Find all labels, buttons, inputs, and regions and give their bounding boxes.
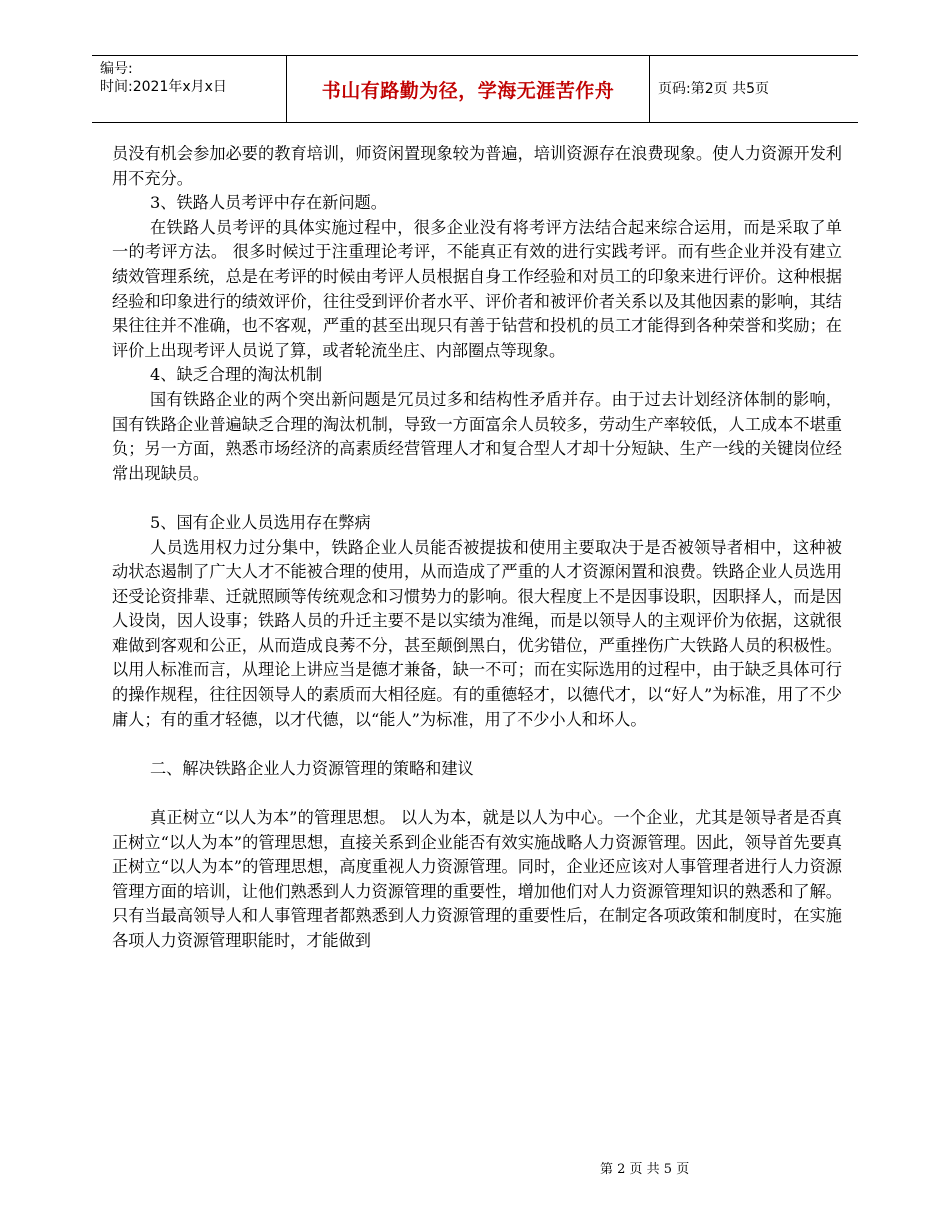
section-heading: 3、铁路人员考评中存在新问题。 — [150, 193, 387, 213]
document-time-label: 时间:2021年x月x日 — [100, 79, 227, 95]
paragraph: 人员选用权力过分集中，铁路企业人员能否被提拔和使用主要取决于是否被领导者相中，这种被动状态遏制了广大人才不能被合理的使用，从而造成了严重的人才资源闲置和浪费。铁路企业人员选用还受论资排辈、迁就照顾等传统观念和习惯势力的影响。很大程度上不是因事设职，因职择人，而是因人设岗，因人设事；铁路人员的升迁主要不是以实绩为准绳，而是以领导人的主观评价为依据，这就很难做到客观和公正，从而造成良莠不分，甚至颠倒黑白，优劣错位，严重挫伤广大铁路人员的积极性。 以用人标准而言，从理论上讲应当是德才兼备，缺一不可；而在实际选用的过程中，由于缺乏具体可行的操作规程，往往因领导人的素质而大相径庭。有的重德轻才，以德代才，以“好人”为标准，用了不少庸人；有的重才轻德，以才代德，以“能人”为标准，用了不少小人和坏人。 — [112, 537, 842, 729]
page-header — [92, 55, 858, 123]
header-meta — [100, 60, 285, 96]
page-footer: 第 2 页 共 5 页 — [600, 1162, 690, 1177]
header-page-number: 页码:第2页 共5页 — [658, 81, 769, 97]
section-heading: 5、国有企业人员选用存在弊病 — [150, 512, 371, 532]
document-number-label: 编号: — [100, 61, 133, 77]
paragraph: 在铁路人员考评的具体实施过程中，很多企业没有将考评方法结合起来综合运用，而是采取了单一的考评方法。 很多时候过于注重理论考评，不能真正有效的进行实践考评。而有些企业并没有建立绩效管理系统，总是在考评的时候由考评人员根据自身工作经验和对员工的印象来进行评价。这种根据经验和印象进行的绩效评价，往往受到评价者水平、评价者和被评价者关系以及其他因素的影响，其结果往往并不准确，也不客观，严重的甚至出现只有善于钻营和投机的员工才能得到各种荣誉和奖励；在评价上出现考评人员说了算，或者轮流坐庄、内部圈点等现象。 — [112, 217, 842, 360]
paragraph: 员没有机会参加必要的教育培训，师资闲置现象较为普遍，培训资源存在浪费现象。使人力资源开发利用不充分。 — [112, 144, 842, 188]
section-heading: 4、缺乏合理的淘汰机制 — [150, 365, 323, 385]
document-body — [112, 142, 842, 954]
chapter-heading: 二、解决铁路企业人力资源管理的策略和建议 — [150, 758, 474, 778]
header-motto: 书山有路勤为径，学海无涯苦作舟 — [286, 56, 650, 122]
paragraph: 真正树立“以人为本”的管理思想。 以人为本，就是以人为中心。一个企业，尤其是领导者是否真正树立“以人为本”的管理思想，直接关系到企业能否有效实施战略人力资源管理。因此，领导首先要真正树立“以人为本”的管理思想，高度重视人力资源管理。同时，企业还应该对人事管理者进行人力资源管理方面的培训，让他们熟悉到人力资源管理的重要性，增加他们对人力资源管理知识的熟悉和了解。只有当最高领导人和人事管理者都熟悉到人力资源管理的重要性后，在制定各项政策和制度时，在实施各项人力资源管理职能时，才能做到 — [112, 808, 842, 950]
paragraph: 国有铁路企业的两个突出新问题是冗员过多和结构性矛盾并存。由于过去计划经济体制的影响，国有铁路企业普遍缺乏合理的淘汰机制，导致一方面富余人员较多，劳动生产率较低，人工成本不堪重负；另一方面，熟悉市场经济的高素质经营管理人才和复合型人才却十分短缺、生产一线的关键岗位经常出现缺员。 — [112, 389, 842, 483]
